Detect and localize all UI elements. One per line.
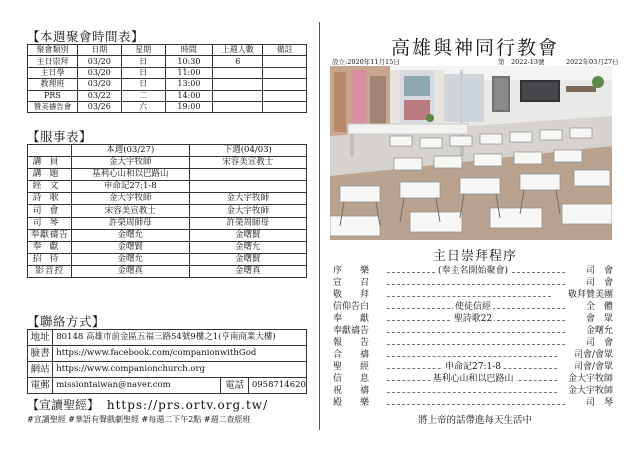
program-leader: 司 會 <box>585 266 613 276</box>
phone-label: 電話 <box>221 378 248 394</box>
duty-role: 詩歌 <box>28 193 72 205</box>
program-row <box>333 374 613 386</box>
duty-next-week <box>189 181 306 193</box>
program-leader: 司會/會眾 <box>573 362 613 372</box>
schedule-header-row <box>28 45 307 56</box>
duty-role: 司琴 <box>28 217 72 229</box>
schedule-cell: 日 <box>121 56 165 67</box>
schedule-header: 上週人數 <box>213 45 263 56</box>
program-leader: 司 會 <box>585 338 613 348</box>
schedule-cell: 日 <box>121 67 165 78</box>
schedule-header: 聚會類別 <box>28 45 78 56</box>
program-item: 信 息 <box>333 374 370 384</box>
schedule-cell: 13:00 <box>165 79 213 90</box>
schedule-cell <box>213 90 263 101</box>
schedule-cell: 10:30 <box>165 56 213 67</box>
program-detail: 使徒信經 <box>454 302 491 312</box>
schedule-cell: 03/20 <box>77 67 121 78</box>
duty-next-week: 金曙允 <box>189 241 306 253</box>
duty-title: 【服事表】 <box>27 129 93 144</box>
program-row <box>333 266 613 278</box>
address-value: 80148 高雄市前金區五福三路54號9樓之1(亨南商業大樓) <box>53 330 307 346</box>
program-detail: (奉主名開始聚會) <box>437 266 509 276</box>
duty-role: 司會 <box>28 205 72 217</box>
program-row <box>333 362 613 374</box>
website-link[interactable]: https://www.companionchurch.org <box>53 362 307 378</box>
schedule-cell <box>213 101 263 112</box>
duty-header <box>28 145 72 157</box>
duty-next-week: 金大宇牧師 <box>189 193 306 205</box>
duty-next-week: 金大宇牧師 <box>189 205 306 217</box>
schedule-cell: 主日學 <box>28 67 78 78</box>
email-value[interactable]: missiontaiwan@naver.com <box>53 378 221 394</box>
bulletin-date: 2022年03月27日 <box>566 58 619 66</box>
schedule-cell: 03/20 <box>77 79 121 90</box>
duty-this-week: 金曙賢 <box>71 241 189 253</box>
table-row <box>28 241 307 253</box>
duty-this-week: 基利心山和以巴路山 <box>71 169 189 181</box>
table-row <box>28 79 307 90</box>
schedule-cell: 03/22 <box>77 90 121 101</box>
sanctuary-photo <box>330 66 612 240</box>
program-leader: 金大宇牧師 <box>567 374 613 384</box>
program-row <box>333 398 613 410</box>
duty-this-week: 許榮周師母 <box>71 217 189 229</box>
table-row <box>28 265 307 277</box>
duty-role: 講員 <box>28 157 72 169</box>
schedule-header: 日期 <box>77 45 121 56</box>
contact-table <box>27 329 307 394</box>
duty-header-row <box>28 145 307 157</box>
church-name: 高雄與神同行教會 <box>390 37 559 59</box>
schedule-cell: 二 <box>121 90 165 101</box>
duty-this-week: 金曙真 <box>71 265 189 277</box>
duty-next-week: 金曙賢 <box>189 253 306 265</box>
program-row <box>333 350 613 362</box>
program-leader: 司會/會眾 <box>573 350 613 360</box>
duty-this-week: 金曙允 <box>71 253 189 265</box>
schedule-title: 【本週聚會時間表】 <box>27 29 145 44</box>
duty-this-week: 宋容美宣教士 <box>71 205 189 217</box>
duty-role: 影音控 <box>28 265 72 277</box>
program-row <box>333 326 613 338</box>
program-item: 奉 獻 <box>333 314 370 324</box>
program-leader: 司 琴 <box>585 398 613 408</box>
schedule-cell: 主日崇拜 <box>28 56 78 67</box>
program-item: 奉獻禱告 <box>333 326 370 336</box>
bible-reading-label: 【宣讀聖經】 <box>27 398 100 412</box>
facebook-label: 臉書 <box>28 346 53 362</box>
table-row <box>28 90 307 101</box>
duty-this-week: 申命記27:1-8 <box>71 181 189 193</box>
table-row <box>28 253 307 265</box>
table-row <box>28 67 307 78</box>
duty-role: 經文 <box>28 181 72 193</box>
schedule-table <box>27 44 307 113</box>
schedule-cell: 14:00 <box>165 90 213 101</box>
program-item: 殿 樂 <box>333 398 370 408</box>
table-row <box>28 362 307 378</box>
bible-reading-line <box>27 396 268 413</box>
schedule-cell <box>263 101 307 112</box>
duty-table <box>27 144 307 278</box>
table-row <box>28 169 307 181</box>
address-label: 地址 <box>28 330 53 346</box>
duty-next-week: 宋容美宣教士 <box>189 157 306 169</box>
table-row <box>28 101 307 112</box>
schedule-cell <box>213 79 263 90</box>
table-row <box>28 157 307 169</box>
schedule-cell: PRS <box>28 90 78 101</box>
program-item: 聖 經 <box>333 362 370 372</box>
program-leader: 敬拜贊美團 <box>567 290 613 300</box>
program-detail: 聖詩歌22 <box>453 314 493 324</box>
schedule-cell: 6 <box>213 56 263 67</box>
table-row <box>28 217 307 229</box>
duty-header: 下週(04/03) <box>189 145 306 157</box>
program-row <box>333 338 613 350</box>
schedule-cell <box>263 79 307 90</box>
duty-role: 奉獻 <box>28 241 72 253</box>
program-leader: 全 體 <box>585 302 613 312</box>
duty-next-week: 金曙真 <box>189 265 306 277</box>
program-leader: 金曙允 <box>585 326 613 336</box>
program-item: 敬 拜 <box>333 290 370 300</box>
schedule-cell: 六 <box>121 101 165 112</box>
program-row <box>333 314 613 326</box>
duty-this-week: 金大宇牧師 <box>71 157 189 169</box>
program-item: 合 禱 <box>333 350 370 360</box>
table-row <box>28 181 307 193</box>
table-row <box>28 56 307 67</box>
schedule-cell <box>263 67 307 78</box>
table-row <box>28 330 307 346</box>
table-row <box>28 229 307 241</box>
schedule-cell: 贊美禱告會 <box>28 101 78 112</box>
program-item: 報 告 <box>333 338 370 348</box>
table-row <box>28 378 307 394</box>
facebook-link[interactable]: https://www.facebook.com/companionwithGod <box>53 346 307 362</box>
duty-this-week: 金曙允 <box>71 229 189 241</box>
contact-title: 【聯絡方式】 <box>27 314 106 329</box>
table-row <box>28 346 307 362</box>
schedule-cell <box>263 90 307 101</box>
program-leader: 會 眾 <box>585 314 613 324</box>
page-divider <box>319 22 320 430</box>
program-row <box>333 302 613 314</box>
founded-date: 設立:2020年11月15日 <box>332 58 400 66</box>
duty-role: 招待 <box>28 253 72 265</box>
footer-verse: 將上帝的話帶進每天生活中 <box>417 415 532 426</box>
phone-value: 0958714620 <box>248 378 306 394</box>
duty-header: 本週(03/27) <box>71 145 189 157</box>
duty-next-week <box>189 169 306 181</box>
program-item: 信仰告白 <box>333 302 370 312</box>
schedule-header: 時間 <box>165 45 213 56</box>
duty-next-week: 許榮周師母 <box>189 217 306 229</box>
duty-next-week: 金曙賢 <box>189 229 306 241</box>
program-item: 宣 召 <box>333 278 370 288</box>
duty-this-week: 金大宇牧師 <box>71 193 189 205</box>
schedule-cell <box>213 67 263 78</box>
duty-role: 講題 <box>28 169 72 181</box>
program-item: 祝 禱 <box>333 386 370 396</box>
program-row <box>333 278 613 290</box>
duty-role: 奉獻禱告 <box>28 229 72 241</box>
bible-reading-url[interactable]: https://prs.ortv.org.tw/ <box>106 398 269 412</box>
program-detail: 申命記27:1-8 <box>445 362 501 372</box>
program-leader: 司 會 <box>585 278 613 288</box>
program-row <box>333 290 613 302</box>
program-item: 序 樂 <box>333 266 370 276</box>
program-leader: 金大宇牧師 <box>567 386 613 396</box>
schedule-header: 備註 <box>263 45 307 56</box>
email-label: 電郵 <box>28 378 53 394</box>
schedule-cell: 日 <box>121 79 165 90</box>
schedule-header: 星期 <box>121 45 165 56</box>
schedule-cell: 11:00 <box>165 67 213 78</box>
schedule-cell: 19:00 <box>165 101 213 112</box>
sanctuary-illustration <box>330 66 612 240</box>
schedule-cell: 03/26 <box>77 101 121 112</box>
bible-tags: #宣讀聖經 #華語有聲戲劇聖經 #每週二下午2點 #週二查經班 <box>27 415 251 424</box>
program-title: 主日崇拜程序 <box>432 249 517 264</box>
schedule-cell <box>263 56 307 67</box>
program-row <box>333 386 613 398</box>
issue-number: 第 2022-13號 <box>498 58 545 66</box>
table-row <box>28 193 307 205</box>
schedule-cell: 03/20 <box>77 56 121 67</box>
program-detail: 基利心山和以巴路山 <box>432 374 514 384</box>
schedule-cell: 教理班 <box>28 79 78 90</box>
website-label: 網站 <box>28 362 53 378</box>
table-row <box>28 205 307 217</box>
